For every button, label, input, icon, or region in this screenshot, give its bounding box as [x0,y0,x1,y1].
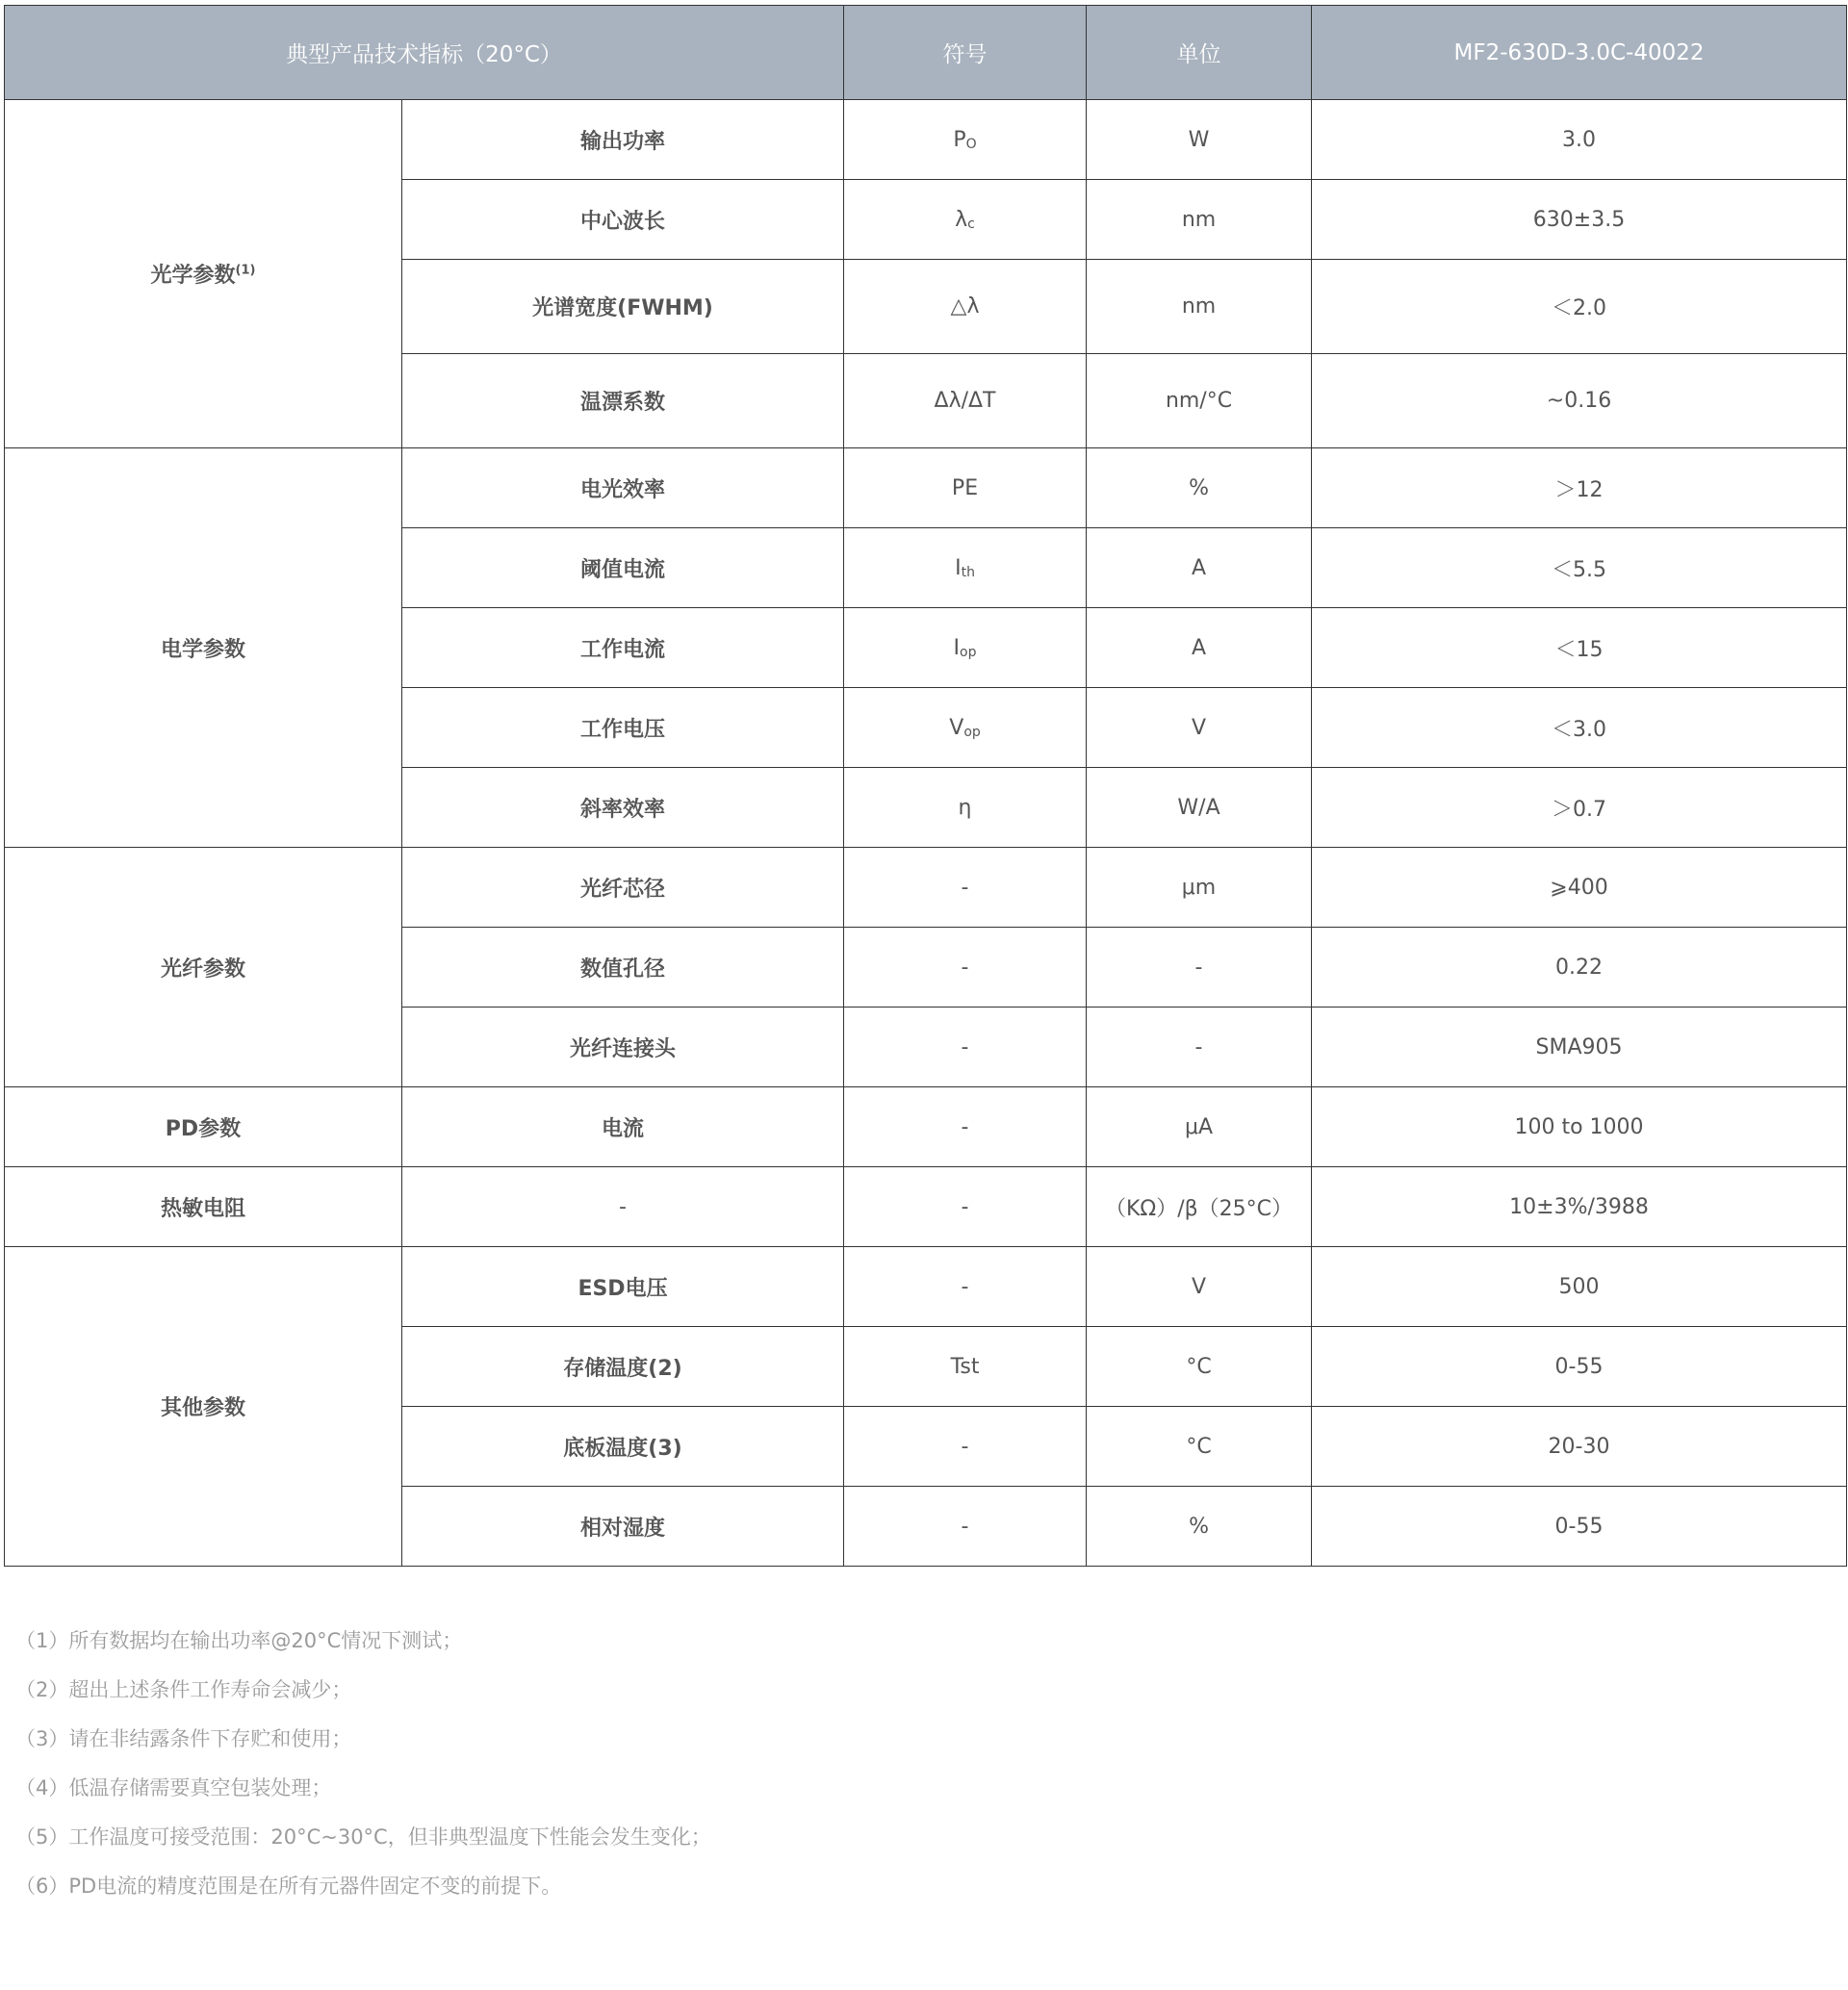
spec-table [4,5,1847,1567]
param-value: ~0.16 [1312,354,1847,448]
param-symbol: - [844,1247,1087,1327]
param-unit: - [1087,928,1312,1008]
param-symbol: - [844,848,1087,928]
footnotes [15,1620,711,1914]
param-value: ＞12 [1312,448,1847,528]
param-symbol: - [844,928,1087,1008]
footnote: （2）超出上述条件工作寿命会减少； [15,1678,352,1701]
param-symbol: $V_{op}$ [844,688,1087,768]
param-unit: （KΩ）/β（25°C） [1087,1167,1312,1247]
group-electrical: 电学参数 [5,448,402,848]
param-name: 中心波长 [402,180,844,260]
param-unit: μm [1087,848,1312,928]
param-symbol: η [844,768,1087,848]
header-symbol: 符号 [844,6,1087,100]
param-unit: V [1087,1247,1312,1327]
param-value: 0-55 [1312,1327,1847,1407]
param-symbol: PE [844,448,1087,528]
param-symbol: $P_O$ [844,100,1087,180]
param-value: 20-30 [1312,1407,1847,1487]
param-unit: μA [1087,1087,1312,1167]
param-name: 存储温度(2) [402,1327,844,1407]
param-unit: nm [1087,260,1312,354]
param-name: 温漂系数 [402,354,844,448]
param-name: 斜率效率 [402,768,844,848]
table-header-row [5,6,1847,100]
param-value: ＜3.0 [1312,688,1847,768]
param-name: 光纤芯径 [402,848,844,928]
param-unit: % [1087,448,1312,528]
param-name: - [402,1167,844,1247]
header-model: MF2-630D-3.0C-40022 [1312,6,1847,100]
param-name: 电流 [402,1087,844,1167]
param-symbol: - [844,1487,1087,1567]
param-value: ＞0.7 [1312,768,1847,848]
param-symbol: $\lambda_c$ [844,180,1087,260]
param-value: 10±3%/3988 [1312,1167,1847,1247]
footnote: （5）工作温度可接受范围：20°C~30°C，但非典型温度下性能会发生变化； [15,1825,711,1849]
param-value: ＜2.0 [1312,260,1847,354]
param-symbol: - [844,1167,1087,1247]
param-symbol: - [844,1407,1087,1487]
param-value: 0.22 [1312,928,1847,1008]
param-value: 100 to 1000 [1312,1087,1847,1167]
param-unit: °C [1087,1327,1312,1407]
param-name: 工作电流 [402,608,844,688]
param-name: ESD电压 [402,1247,844,1327]
param-unit: V [1087,688,1312,768]
param-name: 输出功率 [402,100,844,180]
param-value: ＜5.5 [1312,528,1847,608]
param-name: 阈值电流 [402,528,844,608]
table-row [5,448,1847,528]
param-value: ＜15 [1312,608,1847,688]
param-symbol: $I_{op}$ [844,608,1087,688]
table-row [5,100,1847,180]
param-symbol: - [844,1008,1087,1087]
param-value: 3.0 [1312,100,1847,180]
param-name: 光纤连接头 [402,1008,844,1087]
param-symbol: $I_{th}$ [844,528,1087,608]
param-unit: - [1087,1008,1312,1087]
param-value: 0-55 [1312,1487,1847,1567]
param-symbol: - [844,1087,1087,1167]
group-fiber: 光纤参数 [5,848,402,1087]
footnote: （3）请在非结露条件下存贮和使用； [15,1727,352,1750]
table-row [5,1167,1847,1247]
param-value: 630±3.5 [1312,180,1847,260]
footnote-ref: (1) [235,263,256,278]
group-other: 其他参数 [5,1247,402,1567]
param-unit: % [1087,1487,1312,1567]
group-pd: PD参数 [5,1087,402,1167]
param-symbol: Tst [844,1327,1087,1407]
param-name: 相对湿度 [402,1487,844,1567]
param-name: 光谱宽度(FWHM) [402,260,844,354]
param-unit: A [1087,528,1312,608]
param-unit: nm/°C [1087,354,1312,448]
header-indicator: 典型产品技术指标（20°C） [5,6,844,100]
footnote: （6）PD电流的精度范围是在所有元器件固定不变的前提下。 [15,1875,562,1898]
param-unit: W/A [1087,768,1312,848]
param-name: 电光效率 [402,448,844,528]
param-symbol: △λ [844,260,1087,354]
table-row [5,848,1847,928]
group-optical: 光学参数$^{(1)}$ [5,100,402,448]
param-symbol: Δλ/ΔT [844,354,1087,448]
param-unit: °C [1087,1407,1312,1487]
footnote: （1）所有数据均在输出功率@20°C情况下测试； [15,1629,463,1652]
param-unit: A [1087,608,1312,688]
header-unit: 单位 [1087,6,1312,100]
param-value: SMA905 [1312,1008,1847,1087]
table-row [5,1087,1847,1167]
footnote: （4）低温存储需要真空包装处理； [15,1776,332,1799]
group-thermistor: 热敏电阻 [5,1167,402,1247]
param-name: 工作电压 [402,688,844,768]
param-value: 500 [1312,1247,1847,1327]
param-unit: W [1087,100,1312,180]
param-unit: nm [1087,180,1312,260]
param-value: ⩾400 [1312,848,1847,928]
table-row [5,1247,1847,1327]
param-name: 数值孔径 [402,928,844,1008]
param-name: 底板温度(3) [402,1407,844,1487]
